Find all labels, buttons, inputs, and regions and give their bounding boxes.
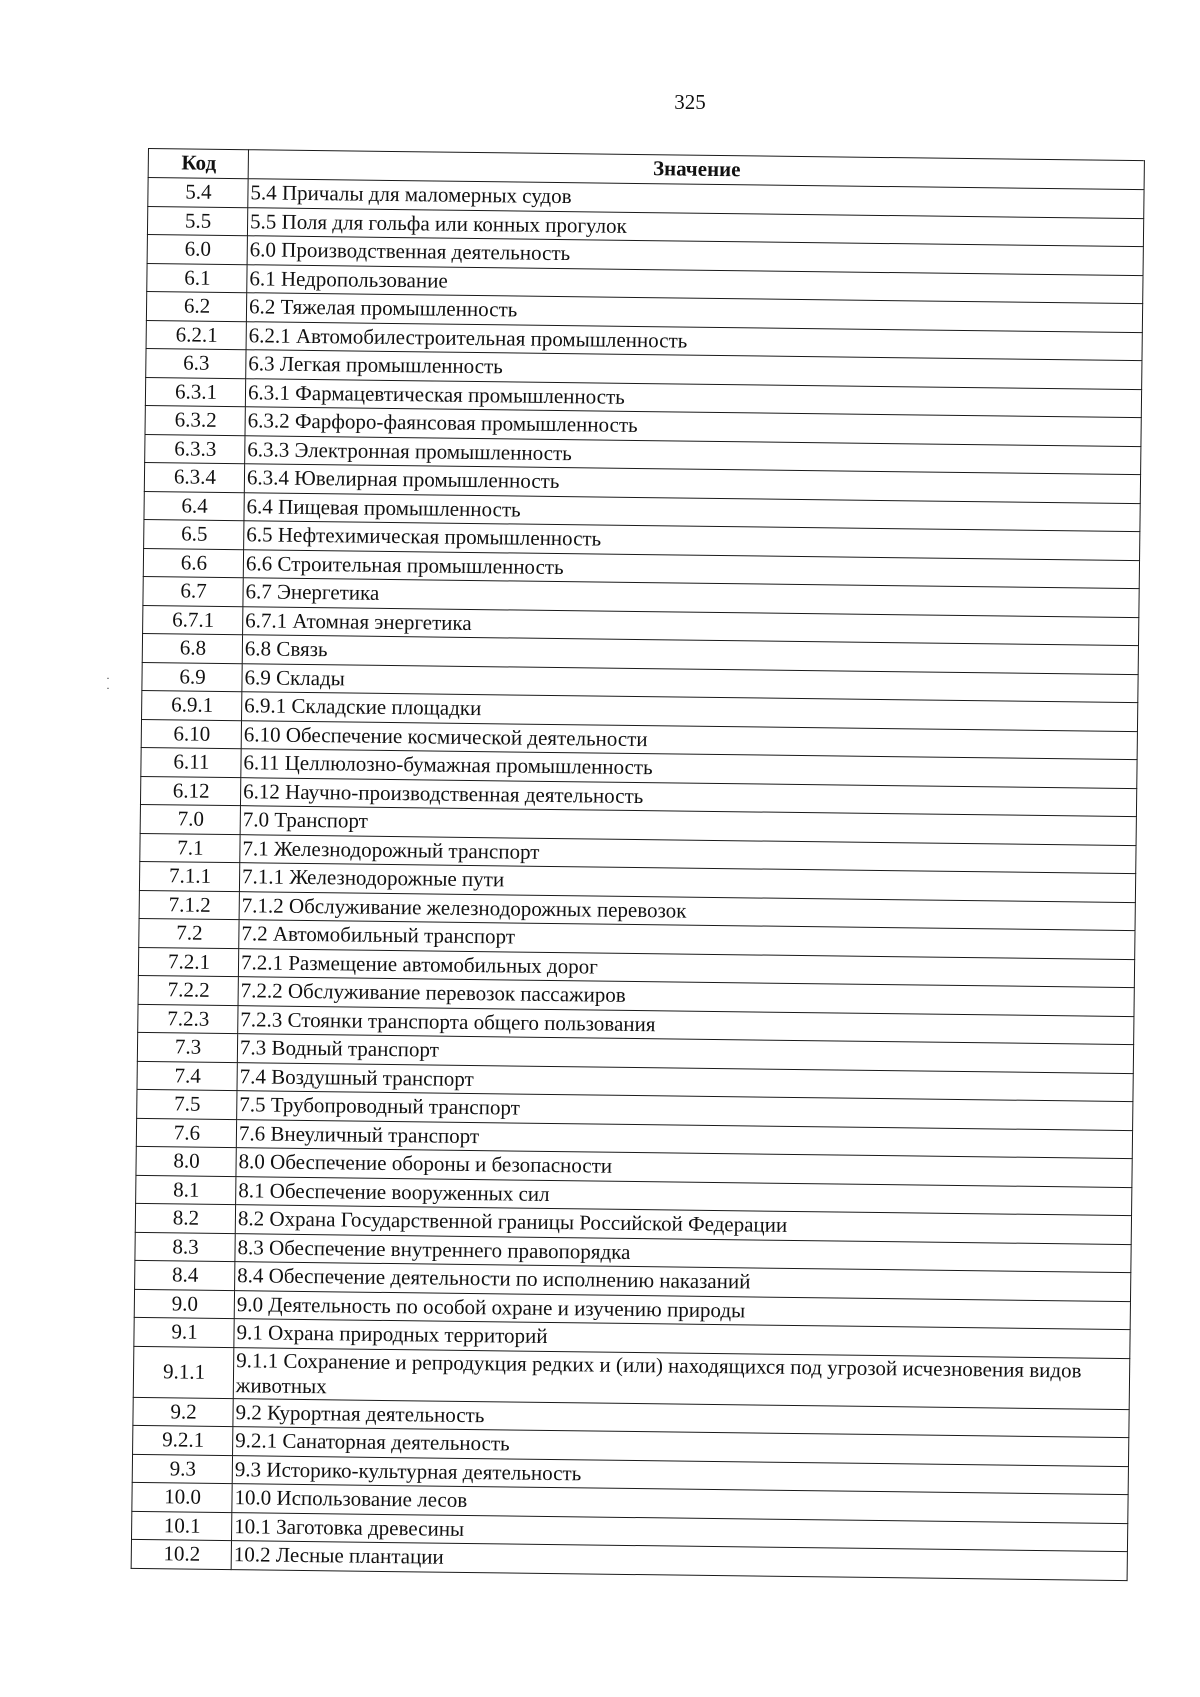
row-code: 8.0: [136, 1146, 236, 1176]
row-code: 7.1: [140, 833, 240, 863]
row-value: 7.2.1 Размещение автомобильных дорог: [238, 948, 1134, 987]
row-value: 6.3.1 Фармацевтическая промышленность: [245, 378, 1141, 417]
row-code: 7.2.1: [138, 947, 238, 977]
row-value: 9.0 Деятельность по особой охране и изучению природы: [234, 1290, 1130, 1329]
row-value: 6.8 Связь: [242, 635, 1138, 674]
row-code: 7.1.1: [139, 861, 239, 891]
row-value: 7.2.3 Стоянки транспорта общего пользования: [238, 1005, 1134, 1044]
row-value: 9.1 Охрана природных территорий: [234, 1319, 1130, 1358]
row-code: 9.0: [134, 1289, 234, 1319]
row-value: 6.7.1 Атомная энергетика: [243, 606, 1139, 645]
row-code: 7.3: [137, 1032, 237, 1062]
row-code: 6.10: [141, 719, 241, 749]
row-value: 7.3 Водный транспорт: [237, 1034, 1133, 1073]
row-code: 6.7: [143, 576, 243, 606]
row-value: 7.2 Автомобильный транспорт: [239, 920, 1135, 959]
row-code: 6.3.3: [145, 434, 245, 464]
row-value: 6.0 Производственная деятельность: [247, 236, 1143, 275]
row-code: 6.2: [146, 291, 246, 321]
row-value: 7.0 Транспорт: [240, 806, 1136, 845]
row-value: 9.2 Курортная деятельность: [233, 1398, 1129, 1437]
row-code: 10.0: [132, 1482, 232, 1512]
row-code: 8.1: [136, 1175, 236, 1205]
row-code: 7.2.3: [138, 1004, 238, 1034]
row-code: 6.12: [140, 776, 240, 806]
row-code: 6.8: [142, 633, 242, 663]
row-code: 7.0: [140, 804, 240, 834]
row-value: 8.4 Обеспечение деятельности по исполнению наказаний: [235, 1262, 1131, 1301]
row-value: 6.4 Пищевая промышленность: [244, 492, 1140, 531]
row-code: 6.6: [143, 548, 243, 578]
row-value: 6.2.1 Автомобилестроительная промышленность: [246, 321, 1142, 360]
row-value: 7.1.2 Обслуживание железнодорожных перевозок: [239, 891, 1135, 930]
header-value: Значение: [248, 150, 1144, 190]
row-code: 6.9.1: [142, 690, 242, 720]
row-code: 10.1: [132, 1511, 232, 1541]
row-value: 6.3.3 Электронная промышленность: [245, 435, 1141, 474]
row-value: 6.6 Строительная промышленность: [243, 549, 1139, 588]
page-number: 325: [674, 90, 706, 114]
row-value: 9.3 Историко-культурная деятельность: [232, 1455, 1128, 1494]
row-code: 10.2: [131, 1539, 231, 1569]
land-use-codes-table-wrapper: [131, 148, 1144, 1581]
row-value: 6.1 Недропользование: [247, 264, 1143, 303]
row-code: 6.5: [144, 519, 244, 549]
row-value: 8.2 Охрана Государственной границы Российской Федерации: [235, 1205, 1131, 1244]
row-code: 6.1: [147, 263, 247, 293]
row-value: 7.1.1 Железнодорожные пути: [239, 863, 1135, 902]
row-code: 5.5: [147, 206, 247, 236]
row-value: 7.4 Воздушный транспорт: [237, 1062, 1133, 1101]
row-value: 6.9.1 Складские площадки: [242, 692, 1138, 731]
row-value: 6.3.4 Ювелирная промышленность: [244, 464, 1140, 503]
row-code: 6.3.1: [145, 377, 245, 407]
row-value: 6.7 Энергетика: [243, 578, 1139, 617]
land-use-codes-table: [131, 148, 1145, 1581]
row-value: 10.1 Заготовка древесины: [231, 1512, 1127, 1551]
row-value: 7.1 Железнодорожный транспорт: [240, 834, 1136, 873]
row-code: 7.2.2: [138, 975, 238, 1005]
row-value: 5.5 Поля для гольфа или конных прогулок: [247, 207, 1143, 246]
row-value: 8.0 Обеспечение обороны и безопасности: [236, 1148, 1132, 1187]
row-code: 7.1.2: [139, 890, 239, 920]
row-value: 5.4 Причалы для маломерных судов: [248, 179, 1144, 218]
row-code: 6.7.1: [143, 605, 243, 635]
row-code: 9.3: [132, 1454, 232, 1484]
row-code: 9.1: [134, 1317, 234, 1347]
row-code: 9.2: [133, 1397, 233, 1427]
row-code: 6.3: [146, 348, 246, 378]
row-value: 6.2 Тяжелая промышленность: [246, 293, 1142, 332]
row-code: 6.11: [141, 747, 241, 777]
row-value: 6.10 Обеспечение космической деятельности: [241, 720, 1137, 759]
row-code: 6.3.2: [145, 405, 245, 435]
row-code: 9.2.1: [133, 1425, 233, 1455]
row-code: 7.2: [139, 918, 239, 948]
row-code: 6.9: [142, 662, 242, 692]
row-value: 7.6 Внеуличный транспорт: [236, 1119, 1132, 1158]
scan-artifact-dots: · ·: [106, 671, 110, 695]
row-value: 6.5 Нефтехимическая промышленность: [244, 521, 1140, 560]
row-code: 9.1.1: [133, 1346, 234, 1398]
row-code: 7.5: [137, 1089, 237, 1119]
table-body: [131, 178, 1144, 1581]
row-value: 6.3.2 Фарфоро-фаянсовая промышленность: [245, 407, 1141, 446]
row-value: 6.9 Склады: [242, 663, 1138, 702]
row-code: 6.0: [147, 234, 247, 264]
row-code: 5.4: [148, 178, 248, 208]
row-value: 6.12 Научно-производственная деятельность: [240, 777, 1136, 816]
row-code: 8.3: [135, 1232, 235, 1262]
row-value: 8.3 Обеспечение внутреннего правопорядка: [235, 1233, 1131, 1272]
header-code: Код: [148, 149, 248, 179]
row-code: 7.6: [136, 1118, 236, 1148]
row-value: 6.11 Целлюлозно-бумажная промышленность: [241, 749, 1137, 788]
row-code: 6.3.4: [144, 462, 244, 492]
row-value: 8.1 Обеспечение вооруженных сил: [236, 1176, 1132, 1215]
row-code: 7.4: [137, 1061, 237, 1091]
row-code: 6.4: [144, 491, 244, 521]
row-value: 9.1.1 Сохранение и репродукция редких и (или) находящихся под угрозой исчезновения видов животных: [233, 1347, 1130, 1409]
row-code: 6.2.1: [146, 320, 246, 350]
row-value: 6.3 Легкая промышленность: [246, 350, 1142, 389]
row-value: 7.2.2 Обслуживание перевозок пассажиров: [238, 977, 1134, 1016]
row-code: 8.2: [135, 1203, 235, 1233]
row-value: 10.2 Лесные плантации: [231, 1541, 1127, 1580]
row-value: 9.2.1 Санаторная деятельность: [233, 1427, 1129, 1466]
row-value: 7.5 Трубопроводный транспорт: [237, 1091, 1133, 1130]
row-value: 10.0 Использование лесов: [232, 1484, 1128, 1523]
row-code: 8.4: [135, 1260, 235, 1290]
